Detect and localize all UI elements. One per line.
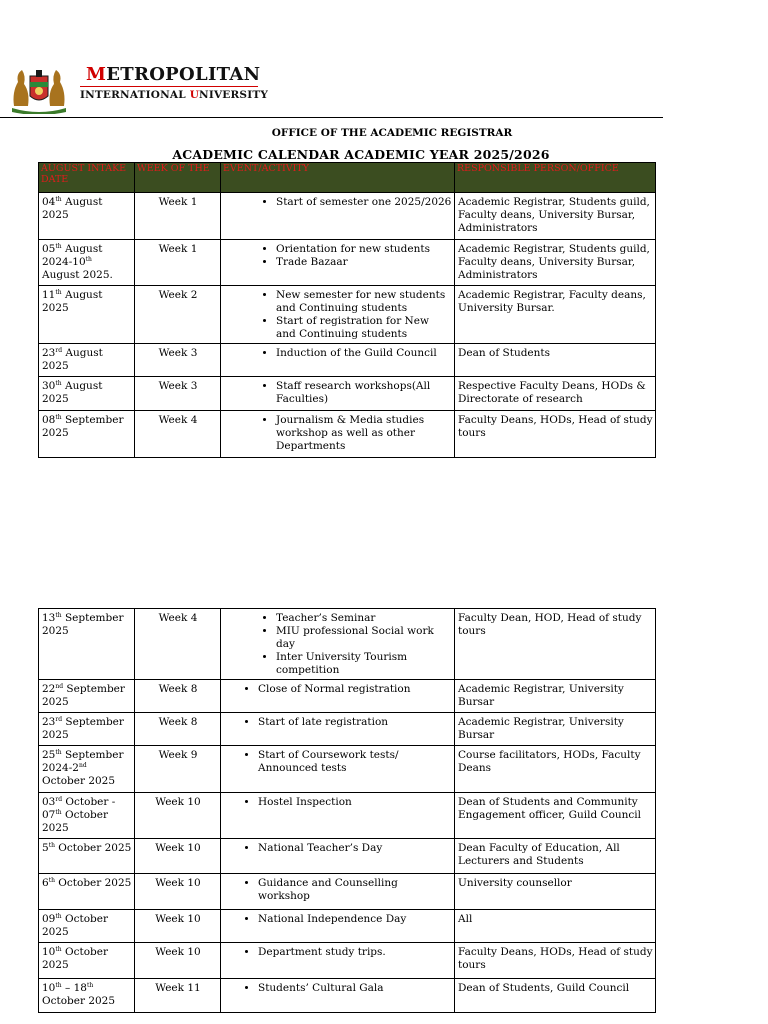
date-cell (39, 344, 135, 377)
date-text: October 2025 (42, 946, 108, 971)
responsible-cell: Academic Registrar, Faculty deans, University Bursar. (455, 286, 656, 344)
responsible-cell: Academic Registrar, University Bursar (455, 713, 656, 746)
date-suffix: th (55, 946, 62, 953)
table-row (39, 713, 656, 746)
event-list (224, 196, 452, 209)
date-suffix: th (85, 256, 92, 263)
date-text: 05 (42, 243, 56, 255)
header-date: AUGUST INTAKE DATE (39, 163, 135, 193)
event-item: • Close of Normal registration (258, 683, 452, 696)
event-cell (221, 943, 455, 979)
week-cell: Week 10 (135, 874, 221, 910)
event-list (224, 982, 452, 995)
date-suffix: th (55, 414, 62, 421)
event-list (224, 380, 452, 406)
brand-initial: M (86, 64, 107, 85)
table-row (39, 411, 656, 458)
date-cell (39, 286, 135, 344)
event-list (224, 716, 452, 729)
date-text: August 2025 (42, 289, 103, 314)
week-cell: Week 1 (135, 240, 221, 286)
responsible-cell: Dean of Students and Community Engagement officer, Guild Council (455, 793, 656, 839)
responsible-cell: Academic Registrar, Students guild, Faculty deans, University Bursar, Administrators (455, 240, 656, 286)
event-item: • Staff research workshops(All Faculties) (276, 380, 452, 406)
date-suffix: th (55, 380, 62, 387)
date-cell (39, 193, 135, 240)
week-cell: Week 11 (135, 979, 221, 1013)
event-cell (221, 286, 455, 344)
table-row (39, 910, 656, 943)
office-title: OFFICE OF THE ACADEMIC REGISTRAR (271, 127, 513, 139)
date-suffix: rd (55, 796, 63, 803)
table-row (39, 377, 656, 411)
date-text: 30 (42, 380, 56, 392)
header-week: WEEK OF THE (135, 163, 221, 193)
event-item: • Journalism & Media studies workshop as well as other Departments (276, 414, 452, 453)
event-item: • Start of semester one 2025/2026 (276, 196, 452, 209)
week-cell: Week 10 (135, 793, 221, 839)
event-item: • Students’ Cultural Gala (258, 982, 452, 995)
table-row (39, 943, 656, 979)
event-list (224, 243, 452, 269)
event-list (224, 842, 452, 855)
table-row (39, 874, 656, 910)
table-row (39, 286, 656, 344)
date-cell (39, 411, 135, 458)
responsible-cell: Dean of Students (455, 344, 656, 377)
event-list (224, 683, 452, 696)
table-row (39, 793, 656, 839)
date-suffix: nd (55, 683, 64, 690)
event-cell (221, 193, 455, 240)
event-item: • Guidance and Counselling workshop (258, 877, 452, 903)
event-cell (221, 839, 455, 874)
date-text: October 2025 (42, 913, 108, 938)
date-cell (39, 910, 135, 943)
date-text: October 2025 (54, 842, 132, 854)
event-item: • Start of Coursework tests/ Announced tests (258, 749, 452, 775)
date-text: 11 (42, 289, 56, 301)
event-cell (221, 344, 455, 377)
date-text: August 2025 (42, 347, 103, 372)
date-text: 09 (42, 913, 56, 925)
date-suffix: th (55, 749, 62, 756)
date-suffix: th (55, 913, 62, 920)
date-text: October 2025 (42, 775, 116, 787)
responsible-cell: Academic Registrar, University Bursar (455, 680, 656, 713)
week-cell: Week 3 (135, 377, 221, 411)
date-text: August 2025. (42, 269, 113, 281)
table-row (39, 979, 656, 1013)
date-suffix: rd (55, 716, 63, 723)
date-text: September 2025 (42, 612, 124, 637)
event-item: • Orientation for new students (276, 243, 452, 256)
date-text: 22 (42, 683, 56, 695)
event-item: • Department study trips. (258, 946, 452, 959)
event-cell (221, 377, 455, 411)
date-suffix: th (55, 243, 62, 250)
table-row (39, 193, 656, 240)
university-subtitle (80, 89, 268, 101)
date-text: September 2025 (42, 716, 124, 741)
date-text: – 18 (61, 982, 87, 994)
table-row (39, 240, 656, 286)
calendar-title: ACADEMIC CALENDAR ACADEMIC YEAR 2025/2026 (172, 147, 550, 162)
table-row (39, 839, 656, 874)
event-cell (221, 979, 455, 1013)
event-list (224, 289, 452, 341)
week-cell: Week 8 (135, 680, 221, 713)
date-cell (39, 874, 135, 910)
date-cell (39, 377, 135, 411)
date-text: 03 (42, 796, 56, 808)
date-suffix: th (55, 982, 62, 989)
calendar-table-part-2 (38, 608, 656, 1013)
brand-rest: ETROPOLITAN (106, 64, 261, 85)
date-suffix: th (86, 982, 94, 989)
brand-underline (80, 86, 258, 87)
responsible-cell: University counsellor (455, 874, 656, 910)
responsible-cell: All (455, 910, 656, 943)
table-row (39, 609, 656, 680)
date-text: October 2025 (42, 995, 116, 1007)
date-text: September 2025 (42, 683, 125, 708)
event-item: • Trade Bazaar (276, 256, 452, 269)
event-list (224, 612, 452, 677)
date-text: August 2025 (42, 196, 103, 221)
week-cell: Week 10 (135, 943, 221, 979)
date-text: September 2025 (42, 414, 124, 439)
date-suffix: th (55, 612, 62, 619)
date-cell (39, 240, 135, 286)
event-cell (221, 240, 455, 286)
date-cell (39, 680, 135, 713)
week-cell: Week 4 (135, 411, 221, 458)
date-text: 10 (42, 982, 56, 994)
date-suffix: th (55, 196, 62, 203)
event-cell (221, 609, 455, 680)
date-text: August 2024-10 (42, 243, 103, 268)
header-responsible: RESPONSIBLE PERSON/OFFICE (455, 163, 656, 193)
subtitle-part-b: NIVERSITY (199, 89, 269, 101)
responsible-cell: Faculty Deans, HODs, Head of study tours (455, 943, 656, 979)
event-item: • Hostel Inspection (258, 796, 452, 809)
event-item: • MIU professional Social work day (276, 625, 452, 651)
date-cell (39, 839, 135, 874)
header-rule (0, 117, 663, 118)
responsible-cell: Faculty Deans, HODs, Head of study tours (455, 411, 656, 458)
date-suffix: rd (55, 347, 63, 354)
date-text: 13 (42, 612, 56, 624)
date-text: September 2024-2 (42, 749, 124, 774)
event-item: • National Independence Day (258, 913, 452, 926)
subtitle-initial: U (189, 89, 200, 101)
event-item: • National Teacher’s Day (258, 842, 452, 855)
event-cell (221, 411, 455, 458)
event-list (224, 414, 452, 453)
event-item: • Teacher’s Seminar (276, 612, 452, 625)
week-cell: Week 1 (135, 193, 221, 240)
event-item: • New semester for new students and Continuing students (276, 289, 452, 315)
event-list (224, 347, 452, 360)
event-item: • Induction of the Guild Council (276, 347, 452, 360)
responsible-cell: Dean of Students, Guild Council (455, 979, 656, 1013)
date-suffix: th (55, 809, 62, 816)
event-cell (221, 746, 455, 793)
event-cell (221, 680, 455, 713)
event-list (224, 877, 452, 903)
university-name (86, 64, 260, 85)
date-cell (39, 746, 135, 793)
week-cell: Week 8 (135, 713, 221, 746)
date-text: 5 (42, 842, 49, 854)
header-event: EVENT/ACTIVITY (221, 163, 455, 193)
responsible-cell: Dean Faculty of Education, All Lecturers and Students (455, 839, 656, 874)
event-item: • Start of registration for New and Continuing students (276, 315, 452, 341)
week-cell: Week 10 (135, 910, 221, 943)
date-cell (39, 609, 135, 680)
week-cell: Week 10 (135, 839, 221, 874)
week-cell: Week 9 (135, 746, 221, 793)
date-text: 6 (42, 877, 49, 889)
event-list (224, 796, 452, 809)
date-cell (39, 979, 135, 1013)
date-text: 23 (42, 347, 56, 359)
responsible-cell: Respective Faculty Deans, HODs & Directorate of research (455, 377, 656, 411)
subtitle-part-a: INTERNATIONAL (80, 89, 190, 101)
date-text: 25 (42, 749, 56, 761)
week-cell: Week 4 (135, 609, 221, 680)
calendar-table-part-1 (38, 162, 656, 458)
event-cell (221, 793, 455, 839)
date-text: October 2025 (54, 877, 132, 889)
event-cell (221, 910, 455, 943)
date-suffix: th (48, 877, 55, 884)
event-list (224, 946, 452, 959)
table-row (39, 746, 656, 793)
date-suffix: th (55, 289, 62, 296)
event-cell (221, 713, 455, 746)
responsible-cell: Course facilitators, HODs, Faculty Deans (455, 746, 656, 793)
responsible-cell: Academic Registrar, Students guild, Faculty deans, University Bursar, Administrators (455, 193, 656, 240)
date-cell (39, 793, 135, 839)
university-crest-logo (8, 62, 70, 114)
date-text: 23 (42, 716, 56, 728)
date-text: 10 (42, 946, 56, 958)
date-suffix: th (48, 842, 55, 849)
date-suffix: nd (78, 762, 87, 769)
date-text: 04 (42, 196, 56, 208)
date-cell (39, 943, 135, 979)
event-list (224, 749, 452, 775)
week-cell: Week 2 (135, 286, 221, 344)
event-item: • Start of late registration (258, 716, 452, 729)
date-cell (39, 713, 135, 746)
date-text: October 2025 (42, 809, 108, 834)
date-text: 08 (42, 414, 56, 426)
event-item: • Inter University Tourism competition (276, 651, 452, 677)
date-text: October - 07 (42, 796, 116, 821)
responsible-cell: Faculty Dean, HOD, Head of study tours (455, 609, 656, 680)
table-row (39, 680, 656, 713)
event-list (224, 913, 452, 926)
table-row (39, 344, 656, 377)
week-cell: Week 3 (135, 344, 221, 377)
date-text: August 2025 (42, 380, 103, 405)
event-cell (221, 874, 455, 910)
